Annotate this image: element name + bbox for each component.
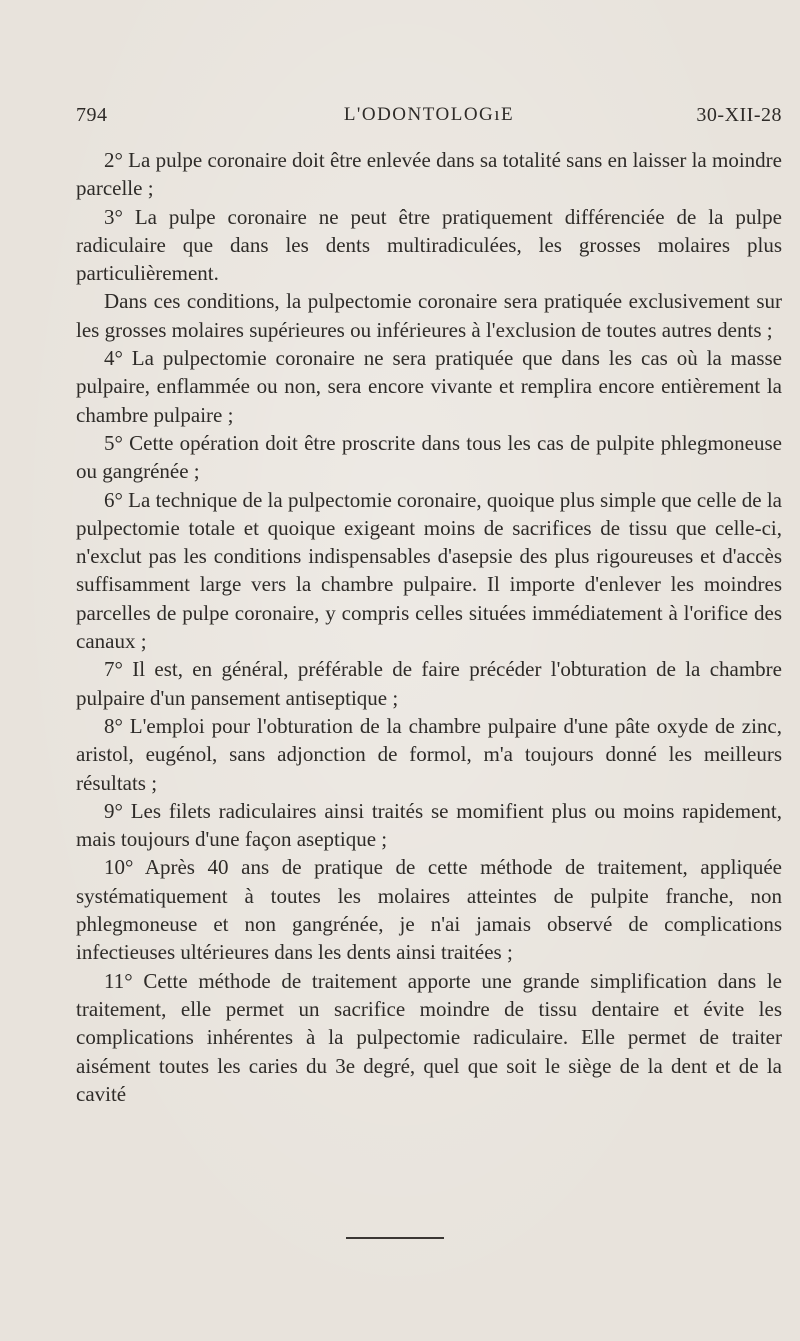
paragraph-10: 10° Après 40 ans de pratique de cette méthode de traitement, appliquée systématiquement à toutes les molaires atteintes de pulpite franche, non phlegmoneuse et non gangrénée, je n'ai jamais observé de complications infectieuses ultérieures dans les dents ainsi traitées ; [76, 855, 782, 965]
paragraph-3: 3° La pulpe coronaire ne peut être pratiquement différenciée de la pulpe radiculaire que dans les dents multiradiculées, les grosses molaires plus particulièrement. [76, 204, 782, 286]
page-header [76, 104, 782, 134]
paragraph-11: 11° Cette méthode de traitement apporte une grande simplification dans le traitement, elle permet un sacrifice moindre de tissu dentaire et évite les complications inhérentes à la pulpectomie radiculaire. Elle permet de traiter aisément toutes les caries du 3e degré, quel que soit le siège de la dent et de la cavité [76, 968, 782, 1106]
paragraph-4: 4° La pulpectomie coronaire ne sera pratiquée que dans les cas où la masse pulpaire, enflammée ou non, sera encore vivante et remplira encore entièrement la chambre pulpaire ; [76, 346, 782, 427]
running-title: L'ODONTOLOGıE [343, 104, 515, 125]
body-text [76, 146, 782, 1108]
paragraph-6: 6° La technique de la pulpectomie coronaire, quoique plus simple que celle de la pulpectomie totale et quoique exigeant moins de sacrifices de tissu que celle-ci, n'exclut pas les conditions indispensables d'asepsie des plus rigoureuses et d'accès suffisamment large vers la chambre pulpaire. Il importe d'enlever les moindres parcelles de pulpe coronaire, y compris celles situées immédiatement à l'orifice des canaux ; [76, 487, 782, 654]
issue-date: 30-XII-28 [696, 104, 782, 126]
paragraph-8: 8° L'emploi pour l'obturation de la chambre pulpaire d'une pâte oxyde de zinc, aristol, eugénol, sans adjonction de formol, m'a toujours donné les meilleurs résultats ; [76, 713, 782, 795]
paragraph-2: 2° La pulpe coronaire doit être enlevée dans sa totalité sans en laisser la moindre parcelle ; [76, 148, 782, 201]
paragraph-9: 9° Les filets radiculaires ainsi traités se momifient plus ou moins rapidement, mais toujours d'une façon aseptique ; [76, 798, 782, 852]
page-number: 794 [76, 104, 108, 126]
paragraph-7: 7° Il est, en général, préférable de faire précéder l'obturation de la chambre pulpaire d'un pansement antiseptique ; [76, 657, 782, 710]
paragraph-conditions: Dans ces conditions, la pulpectomie coronaire sera pratiquée exclusivement sur les grosses molaires supérieures ou inférieures à l'exclusion de toutes autres dents ; [76, 289, 782, 342]
section-divider [346, 1237, 444, 1239]
paragraph-5: 5° Cette opération doit être proscrite dans tous les cas de pulpite phlegmoneuse ou gangrénée ; [76, 430, 782, 484]
